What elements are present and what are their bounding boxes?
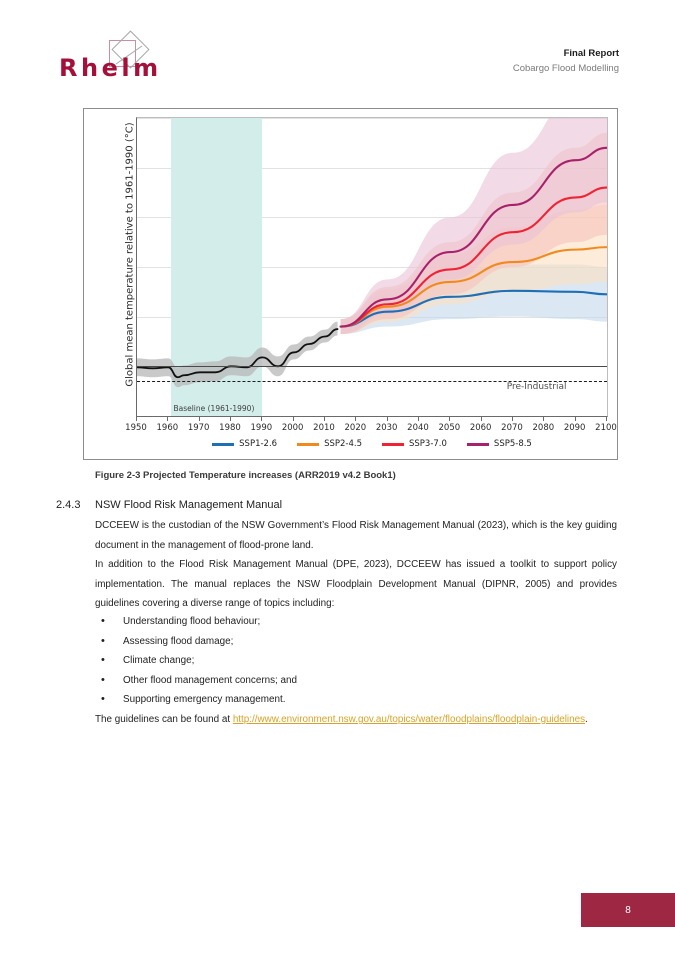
bullet-item: • Supporting emergency management. [95,690,555,710]
chart-x-tick-label: 1970 [187,423,210,433]
paragraph-3 [95,710,617,730]
pre-industrial-label: Pre-Industrial [506,382,567,393]
page-number-badge: 8 [581,893,675,927]
rhelm-logo [59,40,199,88]
report-subtitle: Cobargo Flood Modelling [512,63,619,74]
tick-mark [418,417,419,421]
legend-label: SSP3-7.0 [409,439,447,449]
legend-swatch [212,443,234,446]
paragraph-3-prefix: The guidelines can be found at [95,714,233,725]
legend-label: SSP2-4.5 [324,439,362,449]
chart-legend [136,439,608,449]
chart-x-tick-label: 2090 [563,423,586,433]
header-text-block [513,46,619,76]
tick-mark [324,417,325,421]
chart-zero-line [137,366,607,367]
tick-mark [575,417,576,421]
paragraph-2: In addition to the Flood Risk Management Manual (DPE, 2023), DCCEEW has issued a toolkit to support policy implementation. The manual replaces the NSW Floodplain Development Manual (DIPNR, 2005) and provides guidelines covering a diverse range of topics including: [95,559,617,609]
legend-item [212,439,277,449]
chart-x-tick-label: 2050 [438,423,461,433]
tick-mark [167,417,168,421]
tick-mark [449,417,450,421]
bullet-item: • Climate change; [95,651,555,671]
figure-container [83,108,618,460]
tick-mark [261,417,262,421]
legend-item [467,439,532,449]
tick-mark [199,417,200,421]
paragraph-1-container [95,516,617,555]
chart-x-tick-label: 2080 [532,423,555,433]
tick-mark [512,417,513,421]
tick-mark [543,417,544,421]
chart-x-tick-label: 2030 [375,423,398,433]
chart-x-tick-label: 2040 [407,423,429,433]
tick-mark [136,417,137,421]
tick-mark [606,417,607,421]
legend-item [297,439,362,449]
chart-uncertainty-band [137,322,338,388]
section-number: 2.4.3 [56,499,81,511]
section-heading: NSW Flood Risk Management Manual [95,499,283,511]
paragraph-3-container [95,710,617,730]
tick-mark [230,417,231,421]
legend-item [382,439,447,449]
report-title: Final Report [563,48,619,59]
chart-x-tick-label: 2010 [313,423,335,433]
chart-x-tick-label: 2100 [595,423,617,433]
chart-y-axis-label: Global mean temperature relative to 1961-1990 (°C) [124,122,136,387]
legend-swatch [382,443,404,446]
chart-x-tick-label: 2060 [469,423,492,433]
topics-bullet-list [95,612,555,710]
chart-x-tick-label: 2070 [501,423,523,433]
temperature-projection-chart [84,109,619,461]
tick-mark [293,417,294,421]
chart-x-tick-label: 1990 [250,423,273,433]
chart-x-tick-label: 1980 [219,423,241,433]
chart-series-layer [137,118,607,416]
tick-mark [387,417,388,421]
chart-plot-area [136,117,608,417]
chart-x-axis-labels [125,417,617,437]
tick-mark [481,417,482,421]
logo-wordmark: Rhelm [59,54,162,82]
figure-caption: Figure 2-3 Projected Temperature increases (ARR2019 v4.2 Book1) [95,470,396,481]
legend-swatch [467,443,489,446]
tick-mark [355,417,356,421]
baseline-period-label: Baseline (1961-1990) [173,403,255,413]
paragraph-1: DCCEEW is the custodian of the NSW Government’s Flood Risk Management Manual (2023), which is the key guiding document in the management of flood-prone land. [95,520,617,551]
legend-label: SSP5-8.5 [493,439,532,449]
chart-x-tick-label: 1950 [125,423,147,433]
page-header [0,0,675,100]
paragraph-2-container [95,555,617,614]
chart-x-tick-label: 2000 [281,423,304,433]
floodplain-guidelines-link[interactable]: http://www.environment.nsw.gov.au/topics/water/floodplains/floodplain-guidelines [232,714,586,725]
legend-swatch [297,443,319,446]
bullet-item: • Assessing flood damage; [95,632,555,652]
chart-x-tick-label: 2020 [344,423,367,433]
bullet-item: • Other flood management concerns; and [95,671,555,691]
chart-x-tick-label: 1960 [156,423,179,433]
legend-label: SSP1-2.6 [239,439,278,449]
bullet-item: • Understanding flood behaviour; [95,612,555,632]
paragraph-3-suffix: . [585,714,588,725]
